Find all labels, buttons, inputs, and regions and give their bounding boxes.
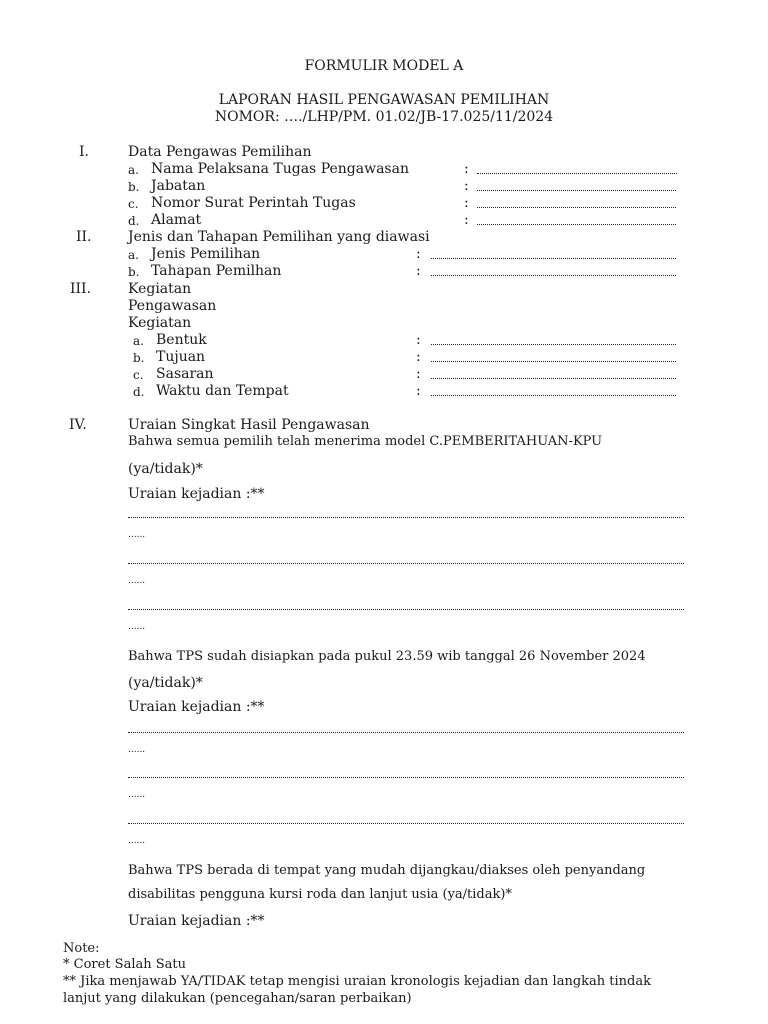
block-2-short-dots-3: ...... [128,836,146,846]
block-2-statement: Bahwa TPS sudah disiapkan pada pukul 23.59 wib tanggal 26 November 2024 [128,649,646,664]
s3-item-c-label: Sasaran [156,366,214,382]
s3-item-d-letter: d. [133,385,145,399]
s3-item-a-colon: : [416,332,421,348]
s3-item-c-colon: : [416,366,421,382]
form-title: FORMULIR MODEL A [304,58,464,74]
section-3-title-line2: Pengawasan [128,298,217,314]
block-2-line-2[interactable] [128,777,684,778]
s3-item-d-label: Waktu dan Tempat [156,383,289,399]
s3-item-c-letter: c. [133,368,144,382]
block-2-short-dots-2: ...... [128,790,146,800]
s2-item-b-label: Tahapan Pemilhan [151,263,282,279]
s3-item-d-fill-line[interactable] [431,395,676,396]
block-1-short-dots-2: ...... [128,576,146,586]
report-number: NOMOR: …./LHP/PM. 01.02/JB-17.025/11/2024 [214,109,554,125]
s1-item-d-colon: : [464,212,469,228]
note-line-2: ** Jika menjawab YA/TIDAK tetap mengisi uraian kronologis kejadian dan langkah tindak [63,974,651,989]
block-1-statement: Bahwa semua pemilih telah menerima model C.PEMBERITAHUAN-KPU [128,434,603,449]
s1-item-c-colon: : [464,195,469,211]
block-1-line-2[interactable] [128,563,684,564]
section-3-title-line1: Kegiatan [128,281,192,297]
block-2-short-dots-1: ...... [128,745,146,755]
section-1-number: I. [79,144,89,160]
s3-item-c-fill-line[interactable] [431,378,676,379]
block-2-uraian-label: Uraian kejadian :** [128,699,265,715]
section-4-number: IV. [69,417,87,433]
block-1-yes-no: (ya/tidak)* [128,461,203,477]
s3-item-a-letter: a. [133,334,144,348]
s1-item-a-letter: a. [128,163,139,177]
report-title: LAPORAN HASIL PENGAWASAN PEMILIHAN [218,92,550,108]
s1-item-d-fill-line[interactable] [477,224,676,225]
block-1-line-1[interactable] [128,517,684,518]
block-2-line-1[interactable] [128,732,684,733]
s2-item-b-letter: b. [128,265,140,279]
note-heading: Note: [63,941,100,956]
s1-item-c-label: Nomor Surat Perintah Tugas [151,195,356,211]
s1-item-a-colon: : [464,161,469,177]
block-3-statement-line1: Bahwa TPS berada di tempat yang mudah dijangkau/diakses oleh penyandang [128,863,646,878]
s1-item-d-letter: d. [128,214,140,228]
section-1-title: Data Pengawas Pemilihan [128,144,312,160]
s2-item-a-label: Jenis Pemilihan [151,246,261,262]
s2-item-a-fill-line[interactable] [431,258,676,259]
section-4-title: Uraian Singkat Hasil Pengawasan [128,417,370,433]
s1-item-c-fill-line[interactable] [477,207,676,208]
section-3-number: III. [70,281,92,297]
s3-item-a-fill-line[interactable] [431,344,676,345]
block-1-uraian-label: Uraian kejadian :** [128,486,265,502]
section-3-subtitle: Kegiatan [128,315,192,331]
s3-item-d-colon: : [416,383,421,399]
s3-item-b-colon: : [416,349,421,365]
s1-item-a-label: Nama Pelaksana Tugas Pengawasan [151,161,409,177]
s2-item-b-colon: : [416,263,421,279]
section-2-title: Jenis dan Tahapan Pemilihan yang diawasi [128,229,430,245]
s1-item-b-letter: b. [128,180,140,194]
s2-item-a-colon: : [416,246,421,262]
s3-item-b-label: Tujuan [156,349,206,365]
note-line-1: * Coret Salah Satu [63,957,186,972]
s1-item-b-colon: : [464,178,469,194]
s1-item-c-letter: c. [128,197,139,211]
s3-item-b-letter: b. [133,351,145,365]
block-1-line-3[interactable] [128,609,684,610]
s3-item-a-label: Bentuk [156,332,207,348]
block-2-yes-no: (ya/tidak)* [128,675,203,691]
s3-item-b-fill-line[interactable] [431,361,676,362]
s1-item-b-label: Jabatan [151,178,206,194]
s2-item-a-letter: a. [128,248,139,262]
s1-item-b-fill-line[interactable] [477,190,676,191]
s2-item-b-fill-line[interactable] [431,275,676,276]
s1-item-d-label: Alamat [151,212,202,228]
block-1-short-dots-3: ...... [128,622,146,632]
note-line-3: lanjut yang dilakukan (pencegahan/saran perbaikan) [63,991,412,1006]
block-1-short-dots-1: ...... [128,530,146,540]
section-2-number: II. [76,229,92,245]
block-3-statement-line2: disabilitas pengguna kursi roda dan lanjut usia (ya/tidak)* [128,887,512,902]
block-3-uraian-label: Uraian kejadian :** [128,913,265,929]
s1-item-a-fill-line[interactable] [477,173,677,174]
block-2-line-3[interactable] [128,823,684,824]
